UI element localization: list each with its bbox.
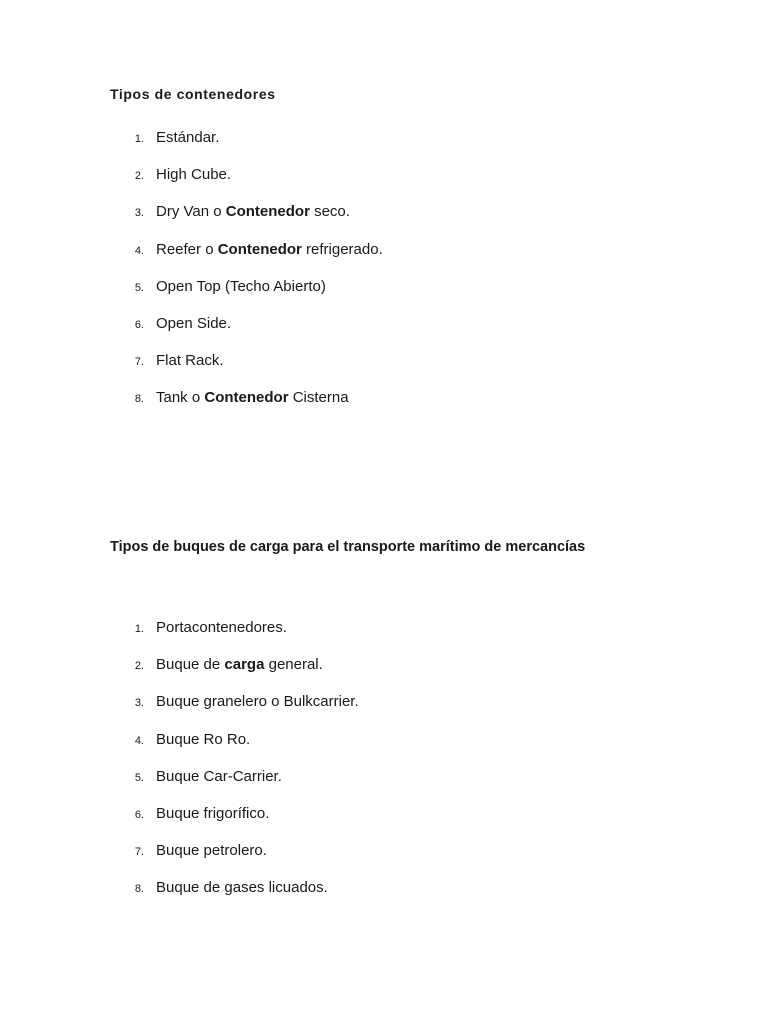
item-text-pre: Buque de [156,656,225,674]
item-number: 5. [134,771,144,784]
item-number: 5. [134,281,144,294]
list-item [0,767,700,804]
item-text-post: Cisterna [288,389,349,407]
item-number: 6. [134,808,144,821]
item-text-bold: Contenedor [217,240,302,258]
item-text-post: refrigerado. [301,240,383,258]
item-text [156,351,224,370]
item-text-pre: Open Side. [156,314,232,332]
item-number: 8. [134,883,144,896]
item-text-pre: Buque granelero o Bulkcarrier. [156,693,359,711]
item-text-pre: Tank o [156,389,205,407]
item-text-pre: Buque petrolero. [156,842,267,860]
item-text-pre: Portacontenedores. [156,619,287,636]
item-text-bold: Contenedor [204,389,289,407]
list-item [0,128,700,165]
item-text [156,314,231,333]
item-number: 2. [134,170,144,183]
item-number: 7. [134,846,144,859]
list-item [0,314,700,351]
item-text [156,692,359,711]
item-number: 6. [134,318,144,331]
item-text-post: seco. [309,203,350,221]
item-text [156,165,231,184]
item-text-pre: Open Top (Techo Abierto) [156,277,326,295]
item-number: 1. [134,133,144,145]
item-text-pre: Dry Van o [156,203,226,221]
item-text [156,618,287,637]
item-text-post: general. [264,656,323,674]
item-number: 4. [134,734,144,747]
item-text-bold: Contenedor [225,203,310,221]
item-text [156,388,349,407]
item-number: 3. [134,207,144,220]
item-text-pre: Buque Ro Ro. [156,730,251,748]
list-item [0,730,700,767]
item-text [156,878,328,897]
item-number: 8. [134,393,144,406]
list-item [0,655,700,692]
item-text [156,841,267,860]
item-text [156,128,219,147]
item-number: 2. [134,660,144,673]
list-item [0,878,700,915]
item-text-pre: High Cube. [156,166,232,184]
item-text-pre: Buque Car-Carrier. [156,767,282,785]
item-text-bold: carga [224,656,265,674]
list-item [0,618,700,655]
list-item [0,804,700,841]
cargo-ship-types-list [0,618,700,916]
item-number: 4. [134,244,144,257]
section-heading-containers: Tipos de contenedores [110,86,276,102]
list-item [0,240,700,277]
list-item [0,351,700,388]
item-text [156,277,326,296]
item-text [156,767,282,786]
item-text-pre: Estándar. [156,129,220,146]
item-number: 1. [134,623,144,635]
item-text-pre: Buque frigorífico. [156,804,270,822]
list-item [0,841,700,878]
list-item [0,165,700,202]
list-item [0,388,700,425]
item-number: 7. [134,356,144,369]
item-text-pre: Reefer o [156,240,218,258]
item-text-pre: Buque de gases licuados. [156,879,328,897]
item-text [156,730,250,749]
item-number: 3. [134,697,144,710]
container-types-list [0,128,700,426]
item-text-pre: Flat Rack. [156,352,224,370]
item-text [156,202,350,221]
list-item [0,692,700,729]
list-item [0,202,700,239]
section-heading-cargo-ships: Tipos de buques de carga para el transporte marítimo de mercancías [110,539,586,555]
item-text [156,240,383,259]
list-item [0,277,700,314]
item-text [156,804,269,823]
item-text [156,655,323,674]
